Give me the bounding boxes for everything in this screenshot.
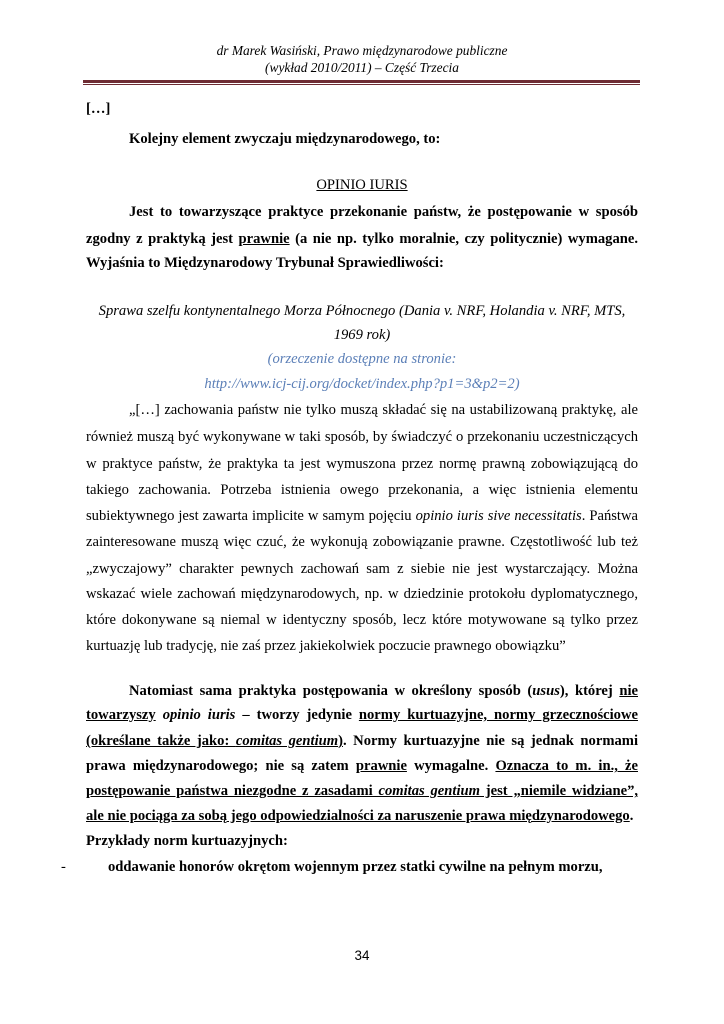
section-title xyxy=(86,176,638,194)
header-author-title: dr Marek Wasiński, Prawo międzynarodowe publiczne xyxy=(216,43,508,58)
comity-text: ), której xyxy=(559,683,620,699)
comity-emphasis: (określane także jako: xyxy=(86,733,236,749)
header-divider-thick xyxy=(83,80,640,83)
definition-line-1: Jest to towarzyszące praktyce przekonanie państw, że postępowanie w sposób xyxy=(129,204,638,220)
comity-latin-term: comitas gentium xyxy=(378,783,480,799)
quote-line-last: kurtuazję lub tradycję, nie zaś przez jakiekolwiek poczucie prawnego obowiązku” xyxy=(86,638,566,654)
quote-line: wskazać wiele zachowań międzynarodowych, np. w dziedzinie protokołu dyplomatycznego, xyxy=(86,586,638,602)
comity-emphasis: Oznacza to m. in., że xyxy=(495,758,638,774)
definition-line-2 xyxy=(86,230,638,248)
quote-line: zainteresowane muszą więc czuć, że wykonują zobowiązanie prawne. Częstotliwość lub też xyxy=(86,534,638,550)
comity-line-5 xyxy=(86,782,638,800)
comity-line-3 xyxy=(86,732,638,750)
case-note-line-1: (orzeczenie dostępne na stronie: xyxy=(267,351,457,367)
definition-text: zgodny z praktyką jest xyxy=(86,231,239,247)
comity-line-1 xyxy=(86,682,638,700)
definition-line-3: Wyjaśnia to Międzynarodowy Trybunał Sprawiedliwości: xyxy=(86,255,444,271)
page-number: 34 xyxy=(354,948,370,963)
quote-line: „zwyczajowy” charakter pewnych zachowań sam z siebie nie jest wystarczający. Można xyxy=(86,561,638,577)
comity-text: . Normy kurtuazyjne nie są jednak normami xyxy=(342,733,638,749)
list-bullet: - xyxy=(61,859,66,875)
case-title-line-2: 1969 rok) xyxy=(333,327,391,343)
header-course-part: (wykład 2010/2011) – Część Trzecia xyxy=(265,60,459,75)
quote-line: „[…] zachowania państw nie tylko muszą składać się na ustabilizowaną praktykę, ale xyxy=(129,402,638,418)
quote-line: w praktyce państw, że praktyka ta jest wymuszona przez normę prawną zobowiązującą do xyxy=(86,456,638,472)
definition-emphasis: prawnie xyxy=(238,231,290,247)
quote-line xyxy=(86,507,638,525)
ellipsis-marker: […] xyxy=(86,101,111,117)
comity-emphasis: ) xyxy=(338,733,343,749)
header-divider-thin xyxy=(83,84,640,85)
definition-text: (a nie np. tylko moralnie, czy politycznie) wymagane. xyxy=(289,231,638,247)
comity-latin-term: comitas gentium xyxy=(235,733,339,749)
quote-line: również muszą być wykonywane w taki sposób, by świadczyć o przekonaniu uczestniczących xyxy=(86,429,638,445)
comity-space xyxy=(156,707,163,723)
case-source-link[interactable]: http://www.icj-cij.org/docket/index.php?p1=3&p2=2) xyxy=(204,376,520,392)
list-item: oddawanie honorów okrętom wojennym przez statki cywilne na pełnym morzu, xyxy=(108,859,603,875)
comity-emphasis: ale nie pociąga za sobą jego odpowiedzialności za naruszenie prawa międzynarodowego xyxy=(86,808,630,824)
quote-text: . Państwa xyxy=(581,508,638,524)
comity-line-2 xyxy=(86,706,638,724)
comity-line-6 xyxy=(86,807,638,825)
comity-text: Natomiast sama praktyka postępowania w określony sposób ( xyxy=(129,683,533,699)
intro-text: Kolejny element zwyczaju międzynarodowego, to: xyxy=(129,131,441,147)
comity-emphasis: nie xyxy=(619,683,638,699)
comity-emphasis: postępowanie państwa niezgodne z zasadami xyxy=(86,783,379,799)
quote-line: które dokonywane są niemal w identyczny sposób, lecz które motywowane są tylko przez xyxy=(86,612,638,628)
comity-emphasis: normy kurtuazyjne, normy grzecznościowe xyxy=(358,707,638,723)
comity-emphasis: prawnie xyxy=(355,758,407,774)
comity-text: prawa międzynarodowego; nie są zatem xyxy=(86,758,356,774)
examples-heading: Przykłady norm kurtuazyjnych: xyxy=(86,833,288,849)
quote-text: subiektywnego jest zawarta implicite w samym pojęciu xyxy=(86,508,416,524)
comity-latin-term: usus xyxy=(532,683,560,699)
comity-text: – tworzy jedynie xyxy=(235,707,359,723)
case-title-line-1: Sprawa szelfu kontynentalnego Morza Północnego (Dania v. NRF, Holandia v. NRF, MTS, xyxy=(98,303,626,319)
comity-text: wymagalne. xyxy=(406,758,496,774)
comity-text: . xyxy=(629,808,634,824)
comity-latin-term: opinio iuris xyxy=(162,707,236,723)
comity-emphasis: jest „niemile widziane”, xyxy=(479,783,639,799)
quote-line: takiego zachowania. Potrzeba istnienia owego przekonania, a więc istnienia elementu xyxy=(86,482,638,498)
section-title-text: OPINIO IURIS xyxy=(316,177,408,193)
comity-emphasis: towarzyszy xyxy=(86,707,156,723)
quote-latin-term: opinio iuris sive necessitatis xyxy=(415,508,582,524)
comity-line-4 xyxy=(86,757,638,775)
